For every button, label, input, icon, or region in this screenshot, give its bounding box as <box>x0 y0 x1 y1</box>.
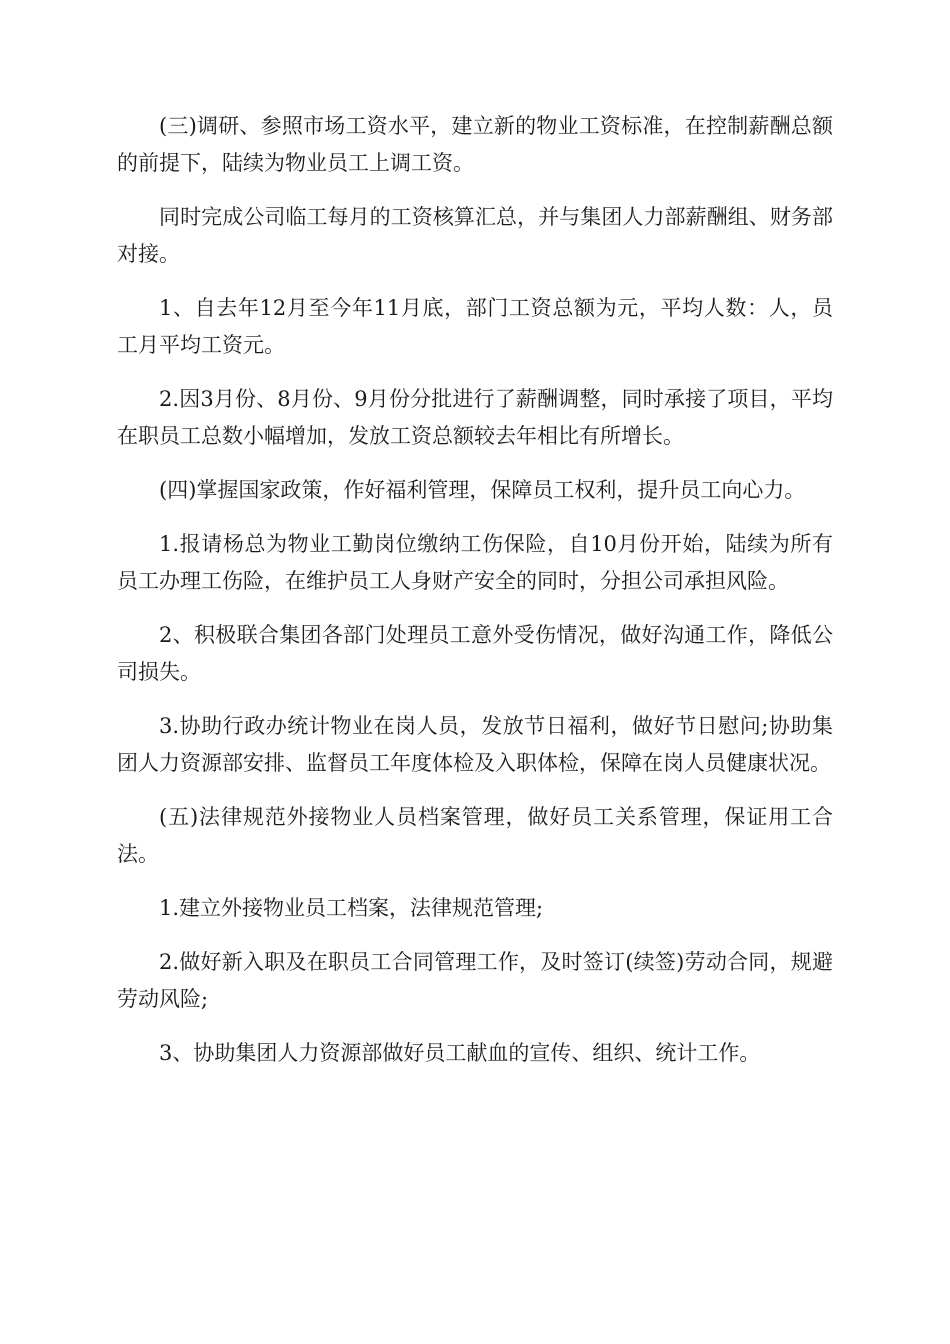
paragraph-accident-handling: 2、积极联合集团各部门处理员工意外受伤情况，做好沟通工作，降低公司损失。 <box>117 623 833 684</box>
paragraph-salary-adjustment: 2.因3月份、8月份、9月份分批进行了薪酬调整，同时承接了项目，平均在职员工总数小幅增加，发放工资总额较去年相比有所增长。 <box>117 387 833 448</box>
document-page <box>117 108 833 1089</box>
paragraph-section-5: (五)法律规范外接物业人员档案管理，做好员工关系管理，保证用工合法。 <box>117 805 833 866</box>
paragraph-contracts: 2.做好新入职及在职员工合同管理工作，及时签订(续签)劳动合同，规避劳动风险; <box>117 950 833 1011</box>
paragraph-holiday-welfare: 3.协助行政办统计物业在岗人员，发放节日福利，做好节日慰问;协助集团人力资源部安排、监督员工年度体检及入职体检，保障在岗人员健康状况。 <box>117 714 833 775</box>
paragraph-wage-total: 1、自去年12月至今年11月底，部门工资总额为元，平均人数：人，员工月平均工资元。 <box>117 296 833 357</box>
paragraph-payroll-summary: 同时完成公司临工每月的工资核算汇总，并与集团人力部薪酬组、财务部对接。 <box>117 205 833 266</box>
paragraph-section-4: (四)掌握国家政策，作好福利管理，保障员工权利，提升员工向心力。 <box>159 478 806 502</box>
paragraph-archives: 1.建立外接物业员工档案，法律规范管理; <box>159 896 544 920</box>
paragraph-injury-insurance: 1.报请杨总为物业工勤岗位缴纳工伤保险，自10月份开始，陆续为所有员工办理工伤险，在维护员工人身财产安全的同时，分担公司承担风险。 <box>117 532 833 593</box>
paragraph-blood-donation: 3、协助集团人力资源部做好员工献血的宣传、组织、统计工作。 <box>159 1041 761 1065</box>
paragraph-section-3: (三)调研、参照市场工资水平，建立新的物业工资标准，在控制薪酬总额的前提下，陆续为物业员工上调工资。 <box>117 114 833 175</box>
